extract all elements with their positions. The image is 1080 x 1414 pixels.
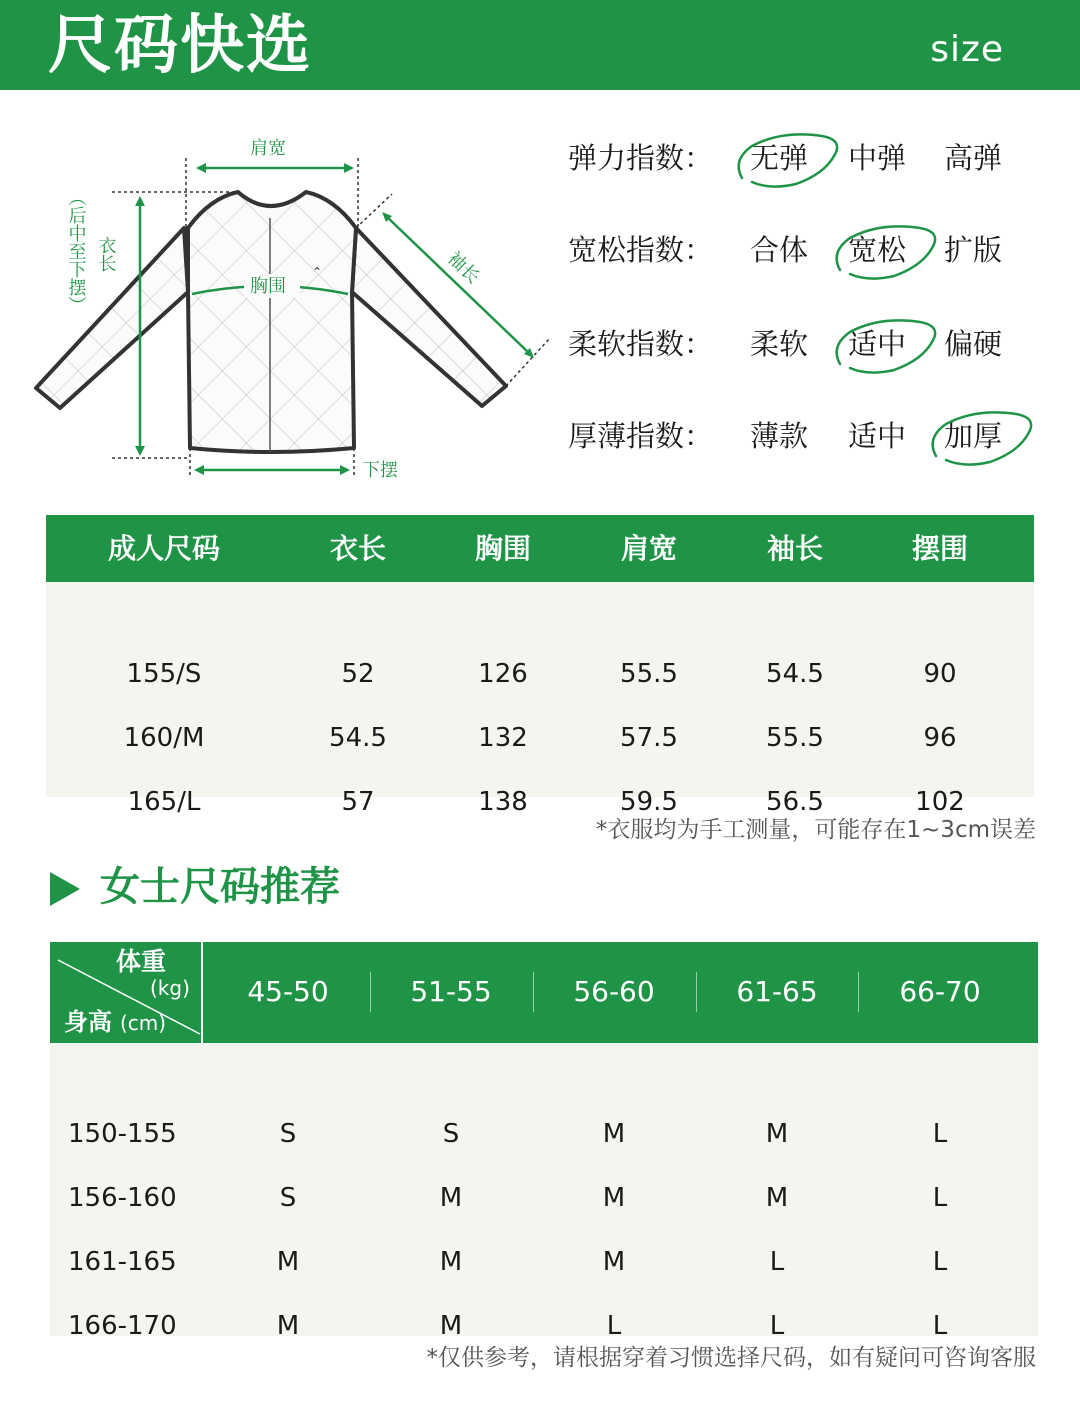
- height-range-cell: 150-155: [68, 1119, 177, 1149]
- recommend-note: *仅供参考，请根据穿着习惯选择尺码，如有疑问可咨询客服: [426, 1345, 1036, 1371]
- corner-weight-unit: (kg): [150, 976, 190, 1000]
- index-option-selected: 加厚: [944, 419, 1003, 453]
- header-banner: [0, 0, 1080, 90]
- index-option: 合体: [750, 233, 809, 267]
- height-range-cell: 156-160: [68, 1183, 177, 1213]
- weight-range-header: 61-65: [736, 975, 818, 1008]
- index-name: 宽松指数：: [568, 233, 714, 267]
- size-table-cell: 90: [923, 659, 957, 689]
- size-label: size: [930, 29, 1004, 70]
- recommended-size-cell: L: [769, 1311, 785, 1341]
- size-table-cell: 155/S: [126, 659, 202, 689]
- size-table-header-cell: 肩宽: [620, 532, 677, 565]
- size-table-cell: 52: [341, 659, 375, 689]
- recommended-size-cell: L: [606, 1311, 622, 1341]
- size-table-cell: 56.5: [766, 787, 824, 817]
- recommended-size-cell: M: [276, 1247, 300, 1277]
- recommended-size-cell: L: [769, 1247, 785, 1277]
- size-table-cell: 132: [478, 723, 528, 753]
- weight-range-header: 56-60: [573, 975, 655, 1008]
- index-option-selected: 宽松: [848, 233, 907, 267]
- size-table-cell: 165/L: [127, 787, 201, 817]
- index-option-selected: 无弹: [750, 141, 809, 175]
- recommend-table-header: [50, 942, 1038, 1043]
- recommended-size-cell: M: [602, 1247, 626, 1277]
- index-option: 偏硬: [944, 327, 1003, 361]
- recommended-size-cell: M: [602, 1183, 626, 1213]
- recommended-size-cell: M: [765, 1183, 789, 1213]
- index-option: 薄款: [750, 419, 809, 453]
- play-triangle-icon: [50, 872, 80, 906]
- size-table-header-cell: 胸围: [474, 532, 531, 565]
- diagram-label-sleeve: 袖长: [443, 247, 484, 288]
- index-row: [568, 224, 1048, 274]
- recommended-size-cell: L: [932, 1311, 948, 1341]
- size-table-cell: 55.5: [766, 723, 824, 753]
- size-table-body: [46, 582, 1034, 817]
- size-table-cell: 59.5: [620, 787, 678, 817]
- recommended-size-cell: L: [932, 1119, 948, 1149]
- measure-note: *衣服均为手工测量，可能存在1~3cm误差: [595, 817, 1036, 843]
- corner-height-label: 身高: [64, 1008, 112, 1036]
- diagram-label-hem: 下摆: [362, 460, 398, 481]
- index-option: 扩版: [944, 233, 1003, 267]
- diagram-label-length-main: 衣长: [95, 236, 117, 272]
- size-table-cell: 54.5: [329, 723, 387, 753]
- size-table-cell: 96: [923, 723, 957, 753]
- recommended-size-cell: L: [932, 1183, 948, 1213]
- index-row: [568, 410, 1048, 460]
- recommended-size-cell: M: [439, 1247, 463, 1277]
- index-name: 柔软指数：: [568, 327, 714, 361]
- recommended-size-cell: M: [765, 1119, 789, 1149]
- size-table-header-cell: 袖长: [766, 532, 823, 565]
- height-range-cell: 161-165: [68, 1247, 177, 1277]
- diagram-label-chest: 胸围: [250, 276, 286, 297]
- corner-weight-label: 体重: [116, 947, 167, 976]
- index-option: 柔软: [750, 327, 809, 361]
- recommended-size-cell: S: [279, 1183, 297, 1213]
- size-table-header: [46, 515, 1034, 582]
- diagram-label-length: [66, 188, 117, 314]
- header-separator: [370, 972, 371, 1012]
- index-option: 高弹: [944, 141, 1003, 175]
- recommended-size-cell: M: [439, 1183, 463, 1213]
- recommend-table-body: [50, 1043, 1038, 1341]
- size-table-cell: 102: [915, 787, 965, 817]
- garment-diagram: [30, 130, 560, 490]
- size-table-cell: 54.5: [766, 659, 824, 689]
- header-separator: [533, 972, 534, 1012]
- index-option: 适中: [848, 419, 907, 453]
- size-table-cell: 55.5: [620, 659, 678, 689]
- recommended-size-cell: M: [602, 1119, 626, 1149]
- recommended-size-cell: S: [442, 1119, 460, 1149]
- svg-text:⌃: ⌃: [312, 265, 323, 279]
- size-table-cell: 126: [478, 659, 528, 689]
- header-separator: [696, 972, 697, 1012]
- index-name: 弹力指数：: [568, 141, 714, 175]
- index-option-selected: 适中: [848, 327, 907, 361]
- height-range-cell: 166-170: [68, 1311, 177, 1341]
- size-table-cell: 160/M: [123, 723, 205, 753]
- index-option: 中弹: [848, 141, 907, 175]
- index-row: [568, 318, 1048, 368]
- sweater-illustration: [30, 130, 560, 490]
- recommended-size-cell: M: [276, 1311, 300, 1341]
- index-name: 厚薄指数：: [568, 419, 714, 453]
- diagram-label-length-sub: （后中至下摆）: [65, 188, 87, 314]
- size-table-cell: 138: [478, 787, 528, 817]
- recommended-size-cell: S: [279, 1119, 297, 1149]
- corner-divider: [201, 942, 203, 1043]
- size-table-header-cell: 成人尺码: [107, 532, 220, 565]
- recommend-table: [50, 942, 1038, 1341]
- size-table: [46, 515, 1034, 817]
- recommended-size-cell: L: [932, 1247, 948, 1277]
- weight-range-header: 45-50: [247, 975, 329, 1008]
- size-table-cell: 57.5: [620, 723, 678, 753]
- size-table-header-cell: 摆围: [911, 532, 968, 565]
- size-table-cell: 57: [341, 787, 375, 817]
- corner-height-unit: (cm): [120, 1011, 167, 1035]
- recommend-title-text: 女士尺码推荐: [100, 864, 340, 910]
- size-table-header-cell: 衣长: [329, 532, 386, 565]
- diagram-label-shoulder: 肩宽: [250, 138, 286, 159]
- header-separator: [858, 972, 859, 1012]
- index-row: [568, 132, 1048, 182]
- weight-range-header: 51-55: [410, 975, 492, 1008]
- page-title: 尺码快选: [48, 9, 312, 83]
- weight-range-header: 66-70: [899, 975, 981, 1008]
- recommended-size-cell: M: [439, 1311, 463, 1341]
